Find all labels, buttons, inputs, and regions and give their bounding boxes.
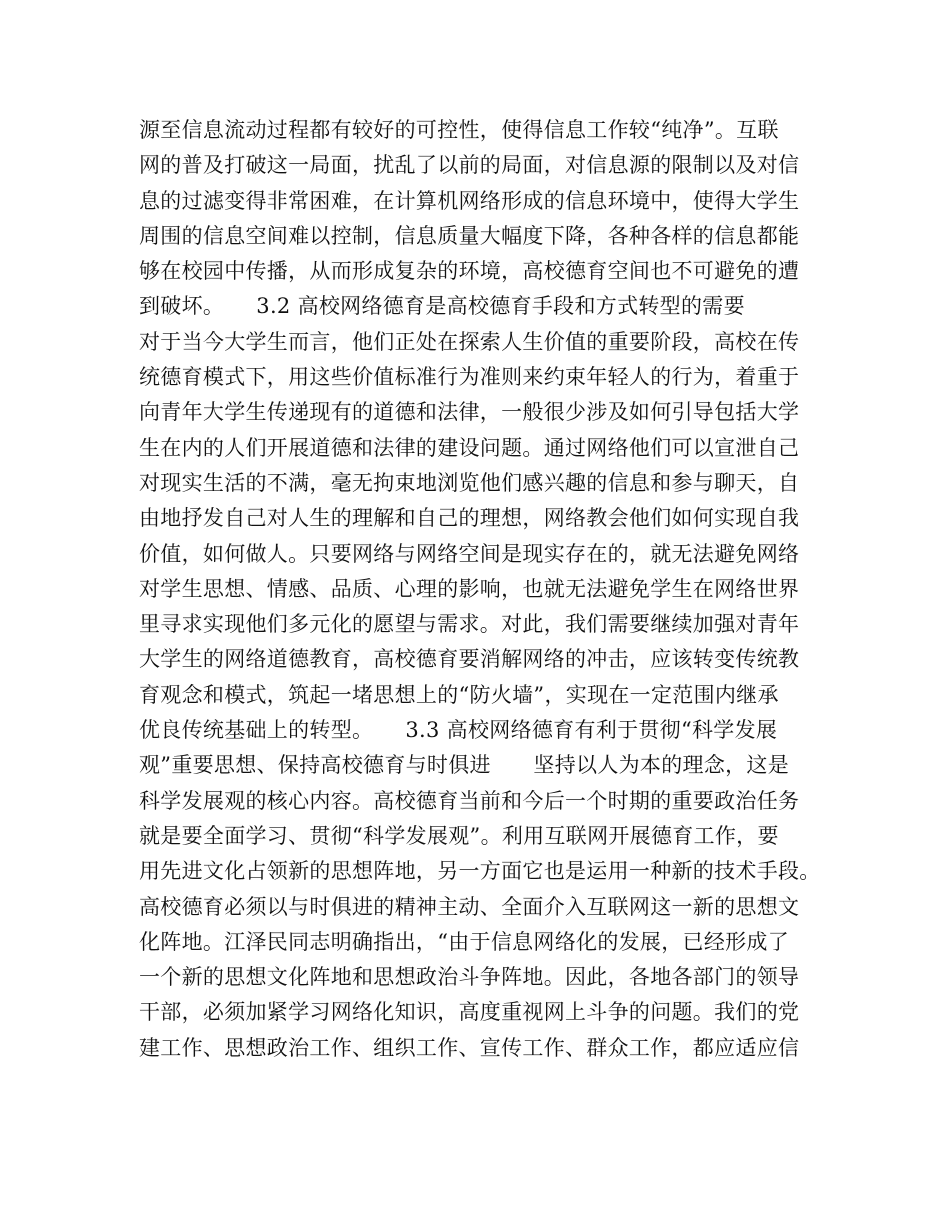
text-line: 里寻求实现他们多元化的愿望与需求。对此，我们需要继续加强对青年 — [139, 612, 800, 637]
text-line: 源至信息流动过程都有较好的可控性，使得信息工作较“纯净”。互联 — [139, 118, 779, 142]
text-line: 息的过滤变得非常困难，在计算机网络形成的信息环境中，使得大学生 — [139, 188, 800, 213]
text-line: 建工作、思想政治工作、组织工作、宣传工作、群众工作，都应适应信 — [139, 1035, 800, 1060]
text-line: 够在校园中传播，从而形成复杂的环境，高校德育空间也不可避免的遭 — [139, 259, 800, 284]
text-line: 价值，如何做人。只要网络与网络空间是现实存在的，就无法避免网络 — [139, 541, 800, 566]
text-line: 对现实生活的不满，毫无拘束地浏览他们感兴趣的信息和参与聊天，自 — [139, 470, 800, 495]
text-line: 高校德育必须以与时俱进的精神主动、全面介入互联网这一新的思想文 — [139, 894, 800, 919]
text-line: 由地抒发自己对人生的理解和自己的理想，网络教会他们如何实现自我 — [139, 506, 800, 531]
text-line: 就是要全面学习、贯彻“科学发展观”。利用互联网开展德育工作，要 — [139, 823, 779, 848]
text-line: 育观念和模式，筑起一堵思想上的“防火墙”，实现在一定范围内继承 — [139, 682, 779, 707]
text-line: 观”重要思想、保持高校德育与时俱进 坚持以人为本的理念，这是 — [139, 753, 790, 778]
text-line: 统德育模式下，用这些价值标准行为准则来约束年轻人的行为，着重于 — [139, 365, 800, 390]
text-line: 生在内的人们开展道德和法律的建设问题。通过网络他们可以宣泄自己 — [139, 435, 800, 460]
text-line: 对学生思想、情感、品质、心理的影响，也就无法避免学生在网络世界 — [139, 576, 800, 601]
body-text — [139, 113, 829, 1066]
text-line: 优良传统基础上的转型。 3.3 高校网络德育有利于贯彻“科学发展 — [139, 718, 778, 743]
text-line: 到破坏。 3.2 高校网络德育是高校德育手段和方式转型的需要 — [139, 294, 745, 319]
text-line: 科学发展观的核心内容。高校德育当前和今后一个时期的重要政治任务 — [139, 788, 800, 813]
text-line: 化阵地。江泽民同志明确指出，“由于信息网络化的发展，已经形成了 — [139, 929, 790, 954]
text-line: 周围的信息空间难以控制，信息质量大幅度下降，各种各样的信息都能 — [139, 223, 800, 248]
text-line: 对于当今大学生而言，他们正处在探索人生价值的重要阶段，高校在传 — [139, 329, 800, 354]
text-line: 向青年大学生传递现有的道德和法律，一般很少涉及如何引导包括大学 — [139, 400, 800, 425]
text-line: 用先进文化占领新的思想阵地，另一方面它也是运用一种新的技术手段。 — [139, 859, 821, 884]
text-line: 大学生的网络道德教育，高校德育要消解网络的冲击，应该转变传统教 — [139, 647, 800, 672]
text-line: 网的普及打破这一局面，扰乱了以前的局面，对信息源的限制以及对信 — [139, 153, 800, 178]
text-line: 一个新的思想文化阵地和思想政治斗争阵地。因此，各地各部门的领导 — [139, 965, 800, 990]
text-line: 干部，必须加紧学习网络化知识，高度重视网上斗争的问题。我们的党 — [139, 1000, 800, 1025]
